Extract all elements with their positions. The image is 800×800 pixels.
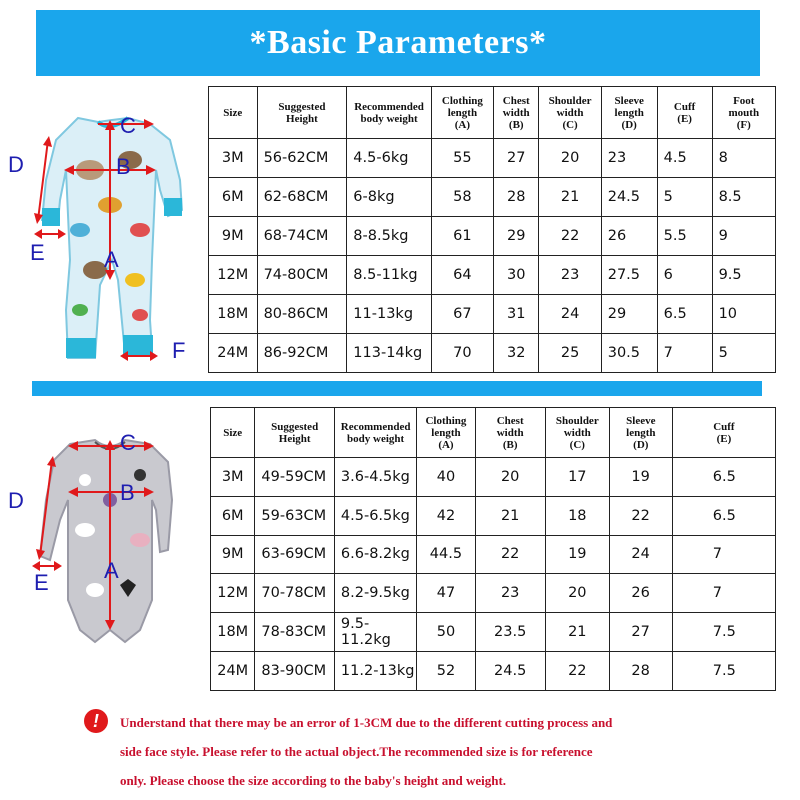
table-cell: 70-78CM xyxy=(255,574,335,613)
header-cuff: Cuff (E) xyxy=(657,87,712,139)
table-cell: 3M xyxy=(211,458,255,497)
table-cell: 6-8kg xyxy=(347,178,431,217)
table-cell: 29 xyxy=(601,295,657,334)
table-row xyxy=(209,295,776,334)
header-weight: Recommended body weight xyxy=(347,87,431,139)
table-cell: 5 xyxy=(657,178,712,217)
table-cell: 30.5 xyxy=(601,334,657,373)
table-cell: 29 xyxy=(494,217,539,256)
warning-icon: ! xyxy=(84,709,108,733)
table-cell: 8 xyxy=(712,139,775,178)
table-cell: 40 xyxy=(417,458,475,497)
table-cell: 86-92CM xyxy=(257,334,347,373)
table-cell: 61 xyxy=(431,217,493,256)
table-cell: 21 xyxy=(539,178,601,217)
table-cell: 24.5 xyxy=(475,651,545,690)
romper-illustration xyxy=(0,110,205,370)
header-length: Clothing length (A) xyxy=(431,87,493,139)
table-row xyxy=(211,613,776,652)
table-cell: 58 xyxy=(431,178,493,217)
table-cell: 70 xyxy=(431,334,493,373)
table-cell: 4.5-6.5kg xyxy=(334,496,416,535)
table-cell: 5.5 xyxy=(657,217,712,256)
table-cell: 23.5 xyxy=(475,613,545,652)
section-divider xyxy=(32,381,762,396)
table-row xyxy=(209,256,776,295)
table-cell: 80-86CM xyxy=(257,295,347,334)
label-b: B xyxy=(120,480,135,505)
table-cell: 20 xyxy=(539,139,601,178)
table-cell: 4.5 xyxy=(657,139,712,178)
table-cell: 21 xyxy=(545,613,609,652)
table-row xyxy=(211,496,776,535)
header-sleeve: Sleeve length (D) xyxy=(609,408,672,458)
table-cell: 50 xyxy=(417,613,475,652)
header-size: Size xyxy=(209,87,258,139)
note-line: Understand that there may be an error of 1-3CM due to the different cutting process and xyxy=(120,715,613,730)
table-cell: 32 xyxy=(494,334,539,373)
page-title: *Basic Parameters* xyxy=(249,24,547,61)
note-line: side face style. Please refer to the actual object.The recommended size is for reference xyxy=(120,744,593,759)
table-cell: 10 xyxy=(712,295,775,334)
label-d: D xyxy=(8,488,24,513)
table-cell: 20 xyxy=(545,574,609,613)
table-cell: 21 xyxy=(475,496,545,535)
table-cell: 24M xyxy=(209,334,258,373)
table-cell: 6M xyxy=(211,496,255,535)
header-height: Suggested Height xyxy=(257,87,347,139)
table-cell: 47 xyxy=(417,574,475,613)
table-cell: 18 xyxy=(545,496,609,535)
label-f: F xyxy=(172,338,186,363)
table-cell: 9.5-11.2kg xyxy=(334,613,416,652)
table-row xyxy=(211,574,776,613)
table-cell: 31 xyxy=(494,295,539,334)
label-c: C xyxy=(120,113,136,138)
table-cell: 9.5 xyxy=(712,256,775,295)
table-cell: 28 xyxy=(494,178,539,217)
table-cell: 8.2-9.5kg xyxy=(334,574,416,613)
header-chest: Chest width (B) xyxy=(494,87,539,139)
header-length: Clothing length (A) xyxy=(417,408,475,458)
table-header-row xyxy=(209,87,776,139)
table-cell: 83-90CM xyxy=(255,651,335,690)
table-cell: 8.5 xyxy=(712,178,775,217)
table-cell: 30 xyxy=(494,256,539,295)
header-sleeve: Sleeve length (D) xyxy=(601,87,657,139)
table-row xyxy=(209,178,776,217)
table-row xyxy=(209,334,776,373)
title-banner xyxy=(36,10,760,76)
table-cell: 44.5 xyxy=(417,535,475,574)
table-cell: 7 xyxy=(672,535,775,574)
table-cell: 24 xyxy=(539,295,601,334)
table-cell: 9M xyxy=(211,535,255,574)
table-cell: 25 xyxy=(539,334,601,373)
header-foot: Foot mouth (F) xyxy=(712,87,775,139)
header-shoulder: Shoulder width (C) xyxy=(545,408,609,458)
table-cell: 22 xyxy=(539,217,601,256)
table-row xyxy=(211,458,776,497)
label-e: E xyxy=(30,240,45,265)
table-cell: 78-83CM xyxy=(255,613,335,652)
table-cell: 12M xyxy=(211,574,255,613)
table-cell: 9 xyxy=(712,217,775,256)
table-cell: 7 xyxy=(672,574,775,613)
table-cell: 8-8.5kg xyxy=(347,217,431,256)
table-row xyxy=(211,535,776,574)
table-cell: 19 xyxy=(545,535,609,574)
table-row xyxy=(209,217,776,256)
table-cell: 64 xyxy=(431,256,493,295)
size-note xyxy=(120,708,760,795)
table-cell: 23 xyxy=(475,574,545,613)
table-cell: 6.5 xyxy=(657,295,712,334)
label-a: A xyxy=(104,558,119,583)
table-cell: 6.5 xyxy=(672,496,775,535)
romper-size-table xyxy=(208,86,776,373)
table-cell: 7.5 xyxy=(672,651,775,690)
table-cell: 6.5 xyxy=(672,458,775,497)
header-height: Suggested Height xyxy=(255,408,335,458)
table-row xyxy=(209,139,776,178)
bodysuit-illustration xyxy=(0,430,205,660)
table-cell: 7 xyxy=(657,334,712,373)
table-cell: 26 xyxy=(609,574,672,613)
label-b: B xyxy=(116,154,131,179)
table-cell: 11.2-13kg xyxy=(334,651,416,690)
header-chest: Chest width (B) xyxy=(475,408,545,458)
table-cell: 20 xyxy=(475,458,545,497)
table-cell: 6 xyxy=(657,256,712,295)
table-cell: 12M xyxy=(209,256,258,295)
table-cell: 22 xyxy=(545,651,609,690)
table-cell: 55 xyxy=(431,139,493,178)
table-cell: 113-14kg xyxy=(347,334,431,373)
table-cell: 22 xyxy=(475,535,545,574)
table-cell: 7.5 xyxy=(672,613,775,652)
table-cell: 63-69CM xyxy=(255,535,335,574)
table-cell: 27 xyxy=(494,139,539,178)
bodysuit-image xyxy=(0,430,205,660)
table-cell: 52 xyxy=(417,651,475,690)
table-cell: 6M xyxy=(209,178,258,217)
table-cell: 26 xyxy=(601,217,657,256)
table-cell: 27 xyxy=(609,613,672,652)
label-d: D xyxy=(8,152,24,177)
table-header-row xyxy=(211,408,776,458)
label-c: C xyxy=(120,430,136,455)
table-cell: 28 xyxy=(609,651,672,690)
table-cell: 8.5-11kg xyxy=(347,256,431,295)
table-cell: 27.5 xyxy=(601,256,657,295)
table-cell: 23 xyxy=(601,139,657,178)
label-e: E xyxy=(34,570,49,595)
table-cell: 3.6-4.5kg xyxy=(334,458,416,497)
header-cuff: Cuff (E) xyxy=(672,408,775,458)
table-cell: 19 xyxy=(609,458,672,497)
bodysuit-size-table xyxy=(210,407,776,691)
table-cell: 17 xyxy=(545,458,609,497)
table-cell: 24M xyxy=(211,651,255,690)
table-cell: 4.5-6kg xyxy=(347,139,431,178)
note-line: only. Please choose the size according to the baby's height and weight. xyxy=(120,773,507,788)
table-cell: 18M xyxy=(209,295,258,334)
header-shoulder: Shoulder width (C) xyxy=(539,87,601,139)
table-cell: 11-13kg xyxy=(347,295,431,334)
table-cell: 59-63CM xyxy=(255,496,335,535)
table-cell: 42 xyxy=(417,496,475,535)
header-size: Size xyxy=(211,408,255,458)
table-cell: 9M xyxy=(209,217,258,256)
label-a: A xyxy=(104,247,119,272)
table-cell: 5 xyxy=(712,334,775,373)
table-cell: 22 xyxy=(609,496,672,535)
table-cell: 56-62CM xyxy=(257,139,347,178)
table-cell: 62-68CM xyxy=(257,178,347,217)
table-cell: 3M xyxy=(209,139,258,178)
table-row xyxy=(211,651,776,690)
table-cell: 24.5 xyxy=(601,178,657,217)
table-cell: 24 xyxy=(609,535,672,574)
table-cell: 68-74CM xyxy=(257,217,347,256)
header-weight: Recommended body weight xyxy=(334,408,416,458)
table-cell: 18M xyxy=(211,613,255,652)
table-cell: 49-59CM xyxy=(255,458,335,497)
table-cell: 6.6-8.2kg xyxy=(334,535,416,574)
table-cell: 67 xyxy=(431,295,493,334)
table-cell: 23 xyxy=(539,256,601,295)
table-cell: 74-80CM xyxy=(257,256,347,295)
